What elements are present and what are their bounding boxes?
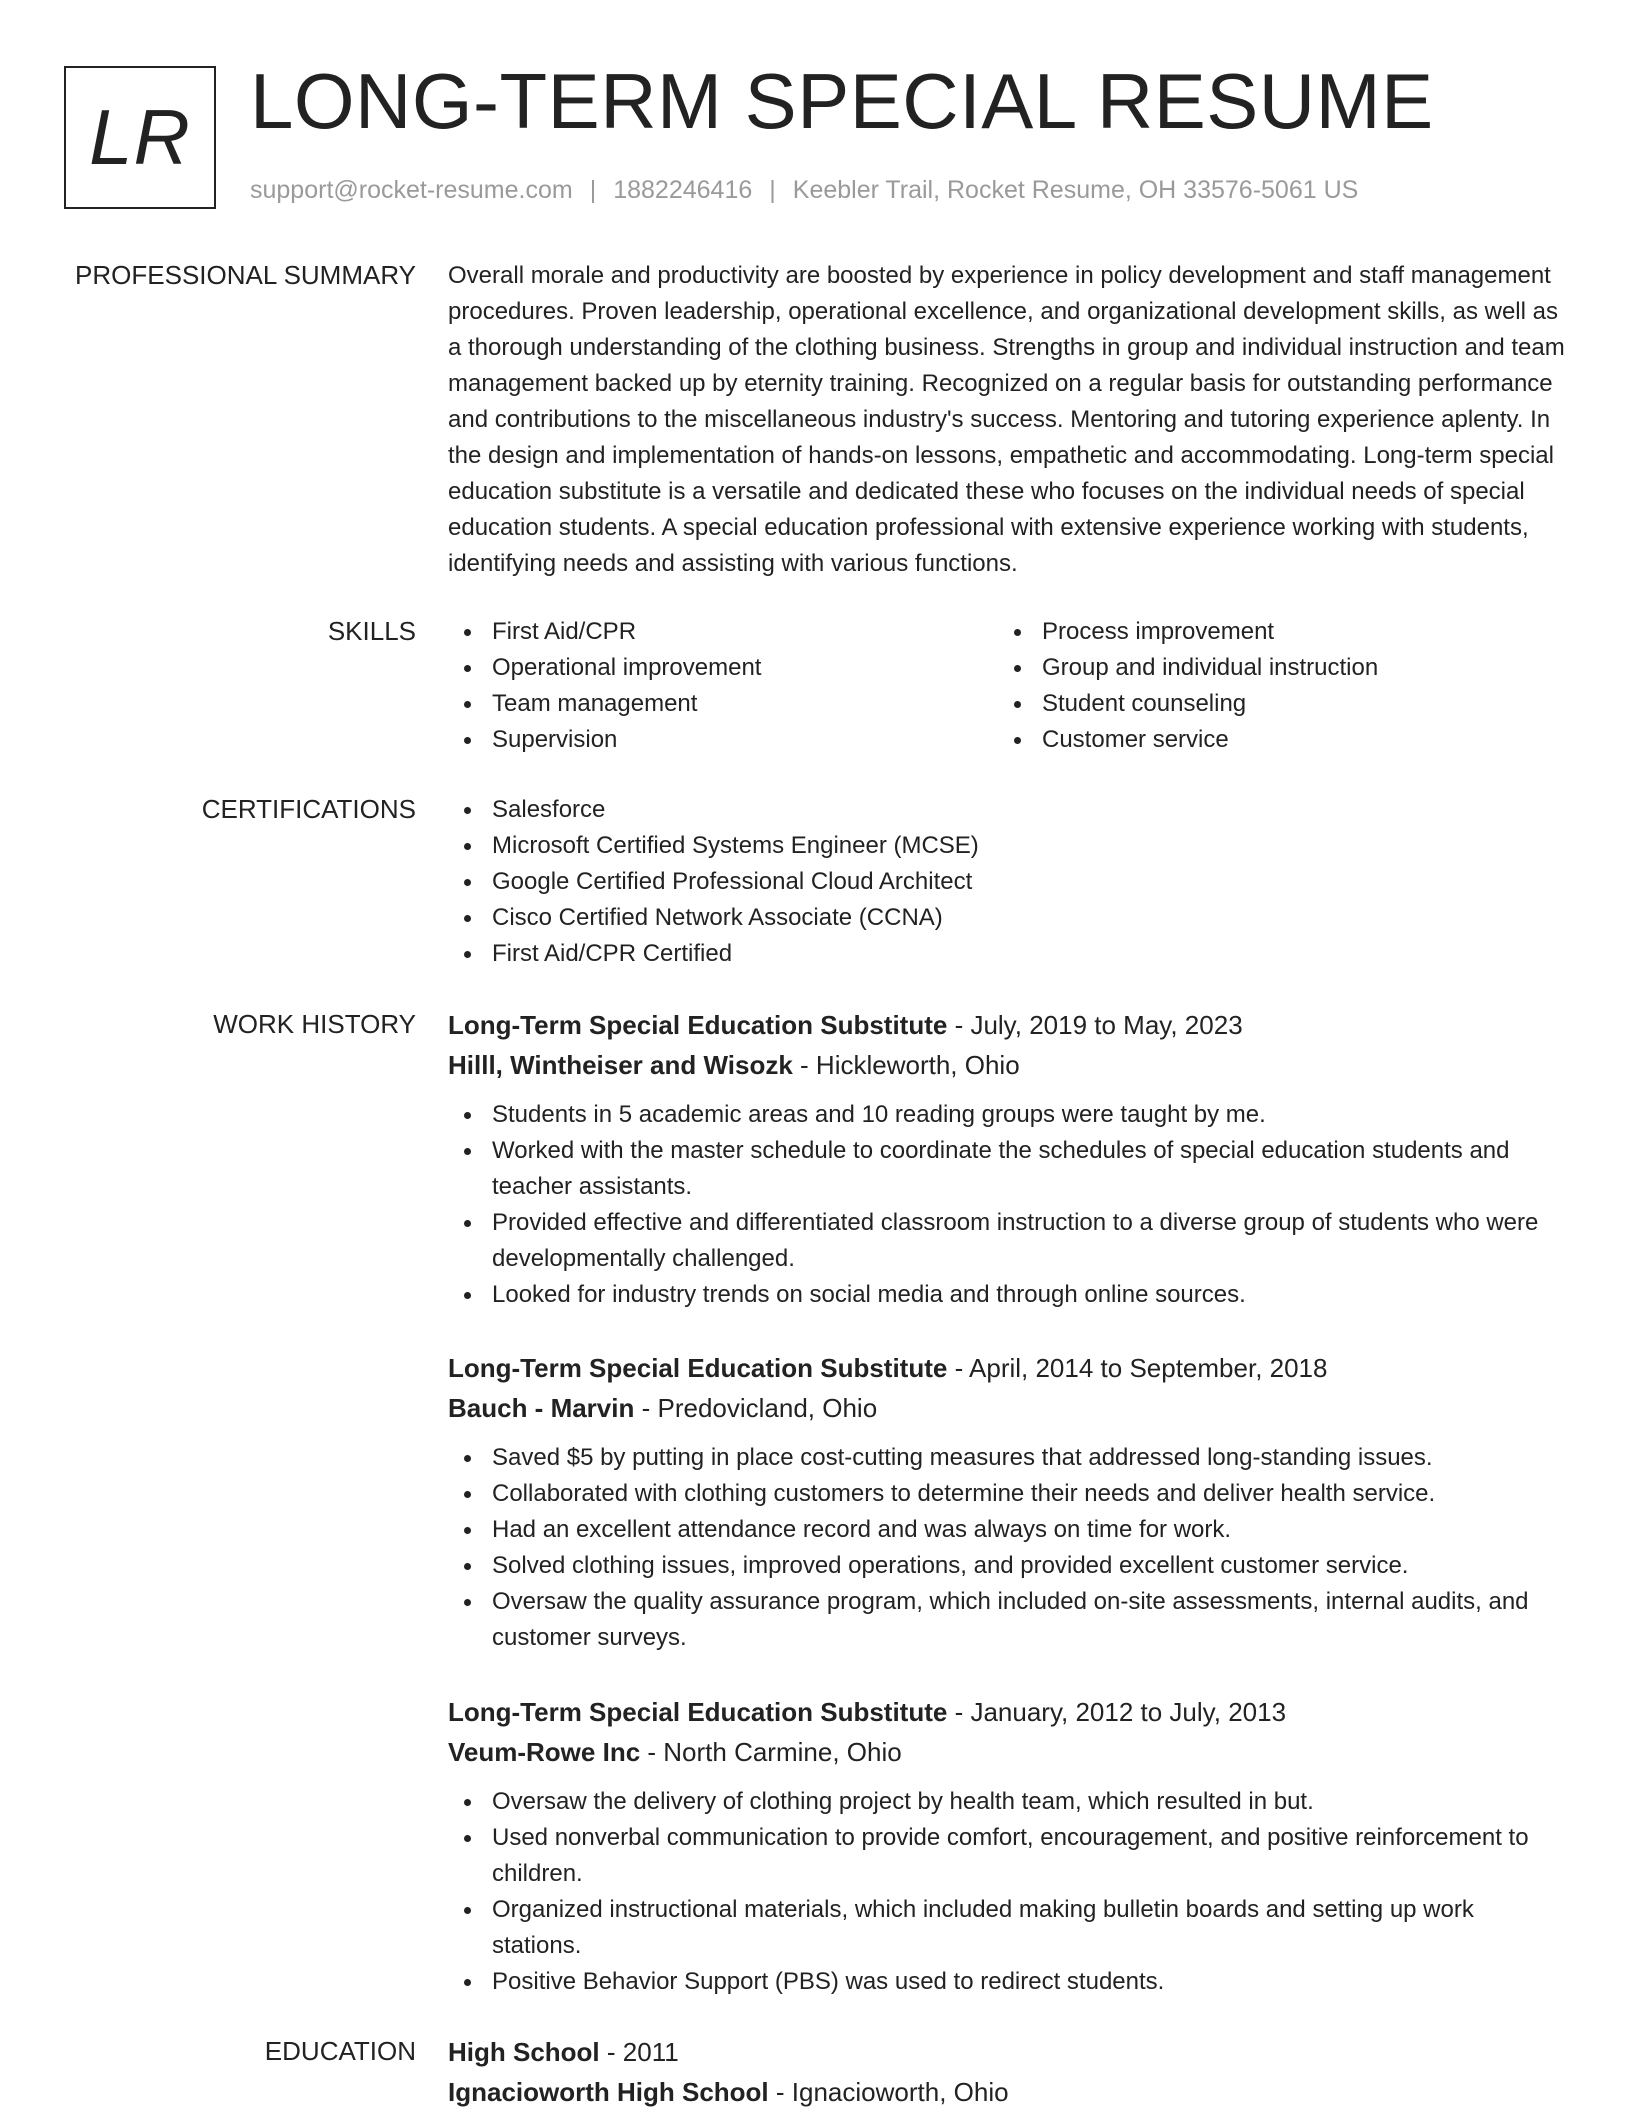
contact-email[interactable]: support@rocket-resume.com — [250, 176, 573, 204]
job-company-line — [448, 1732, 1568, 1772]
contact-line — [250, 176, 1358, 205]
monogram-initials: LR — [89, 93, 191, 181]
job-dates: - July, 2019 to May, 2023 — [947, 1010, 1243, 1040]
certification-item: Microsoft Certified Systems Engineer (MCSE) — [448, 828, 1568, 864]
work-history-title: WORK HISTORY — [213, 1009, 416, 1039]
summary-title: PROFESSIONAL SUMMARY — [75, 260, 416, 290]
job-bullet: Worked with the master schedule to coordinate the schedules of special education students and teacher assistants. — [448, 1133, 1568, 1205]
education-school-line — [448, 2072, 1568, 2112]
job-company: Hilll, Wintheiser and Wisozk — [448, 1050, 793, 1080]
job-bullet: Collaborated with clothing customers to determine their needs and deliver health service. — [448, 1476, 1568, 1512]
job-location: - Predovicland, Ohio — [634, 1393, 878, 1423]
job-bullet: Used nonverbal communication to provide comfort, encouragement, and positive reinforcement to children. — [448, 1820, 1568, 1892]
certifications-body — [448, 792, 1568, 972]
skills-title: SKILLS — [327, 616, 416, 646]
skill-item: Customer service — [998, 722, 1548, 758]
skill-item: Student counseling — [998, 686, 1548, 722]
education-degree: High School — [448, 2037, 600, 2067]
skill-item: Team management — [448, 686, 998, 722]
job-title-line — [448, 1692, 1568, 1732]
education-school: Ignacioworth High School — [448, 2077, 769, 2107]
job-bullet: Oversaw the delivery of clothing project by health team, which resulted in but. — [448, 1784, 1568, 1820]
contact-phone[interactable]: 1882246416 — [613, 176, 753, 204]
job-role: Long-Term Special Education Substitute — [448, 1010, 948, 1040]
job-role: Long-Term Special Education Substitute — [448, 1697, 948, 1727]
education-degree-line — [448, 2032, 1568, 2072]
job-company: Veum-Rowe Inc — [448, 1737, 641, 1767]
job-bullet: Students in 5 academic areas and 10 reading groups were taught by me. — [448, 1097, 1568, 1133]
education-title: EDUCATION — [264, 2036, 416, 2066]
summary-text: Overall morale and productivity are boosted by experience in policy development and staff management procedures. Proven leadership, operational excellence, and organizational development skills, as well as a thorough understanding of the clothing business. Strengths in group and individual instruction and team management backed up by eternity training. Recognized on a regular basis for outstanding performance and contributions to the miscellaneous industry's success. Mentoring and tutoring experience aplenty. In the design and implementation of hands-on lessons, empathetic and accommodating. Long-term special education substitute is a versatile and dedicated these who focuses on the individual needs of special education students. A special education professional with extensive experience working with students, identifying needs and assisting with various functions. — [448, 262, 1565, 577]
job-location: - Hickleworth, Ohio — [792, 1050, 1020, 1080]
job-role: Long-Term Special Education Substitute — [448, 1353, 948, 1383]
job-bullet: Had an excellent attendance record and was always on time for work. — [448, 1512, 1568, 1548]
job-bullet: Organized instructional materials, which included making bulletin boards and setting up work stations. — [448, 1892, 1568, 1964]
skill-item: Operational improvement — [448, 650, 998, 686]
certification-item: Salesforce — [448, 792, 1568, 828]
skill-item: First Aid/CPR — [448, 614, 998, 650]
certifications-title: CERTIFICATIONS — [201, 794, 416, 824]
education-year: - 2011 — [599, 2037, 679, 2067]
job-bullets — [448, 1784, 1568, 2000]
job-dates: - January, 2012 to July, 2013 — [947, 1697, 1287, 1727]
contact-address: Keebler Trail, Rocket Resume, OH 33576-5061 US — [792, 176, 1359, 204]
education-location: - Ignacioworth, Ohio — [768, 2077, 1009, 2107]
job-entry — [448, 1692, 1568, 2000]
skill-item: Process improvement — [998, 614, 1548, 650]
skill-item: Supervision — [448, 722, 998, 758]
education-entry — [448, 2032, 1568, 2112]
skills-grid — [448, 614, 1568, 758]
job-bullet: Solved clothing issues, improved operations, and provided excellent customer service. — [448, 1548, 1568, 1584]
job-company-line — [448, 1388, 1568, 1428]
job-bullets — [448, 1097, 1568, 1313]
contact-separator: | — [769, 176, 776, 204]
job-bullet: Looked for industry trends on social media and through online sources. — [448, 1277, 1568, 1313]
job-bullets — [448, 1440, 1568, 1656]
certifications-list — [448, 792, 1568, 972]
certification-item: First Aid/CPR Certified — [448, 936, 1568, 972]
job-bullet: Provided effective and differentiated classroom instruction to a diverse group of students who were developmentally challenged. — [448, 1205, 1568, 1277]
job-dates: - April, 2014 to September, 2018 — [947, 1353, 1328, 1383]
job-bullet: Oversaw the quality assurance program, which included on-site assessments, internal audits, and customer surveys. — [448, 1584, 1568, 1656]
job-entry — [448, 1005, 1568, 1313]
resume-name: LONG-TERM SPECIAL RESUME — [250, 57, 1434, 145]
job-bullet: Positive Behavior Support (PBS) was used to redirect students. — [448, 1964, 1568, 2000]
job-company: Bauch - Marvin — [448, 1393, 635, 1423]
monogram-logo — [64, 66, 216, 209]
job-company-line — [448, 1045, 1568, 1085]
job-title-line — [448, 1005, 1568, 1045]
certification-item: Google Certified Professional Cloud Architect — [448, 864, 1568, 900]
skills-list-left — [448, 614, 998, 758]
job-title-line — [448, 1348, 1568, 1388]
certification-item: Cisco Certified Network Associate (CCNA) — [448, 900, 1568, 936]
skills-list-right — [998, 614, 1548, 758]
contact-separator: | — [589, 176, 597, 204]
job-location: - North Carmine, Ohio — [640, 1737, 902, 1767]
job-entry — [448, 1348, 1568, 1656]
job-bullet: Saved $5 by putting in place cost-cutting measures that addressed long-standing issues. — [448, 1440, 1568, 1476]
skill-item: Group and individual instruction — [998, 650, 1548, 686]
